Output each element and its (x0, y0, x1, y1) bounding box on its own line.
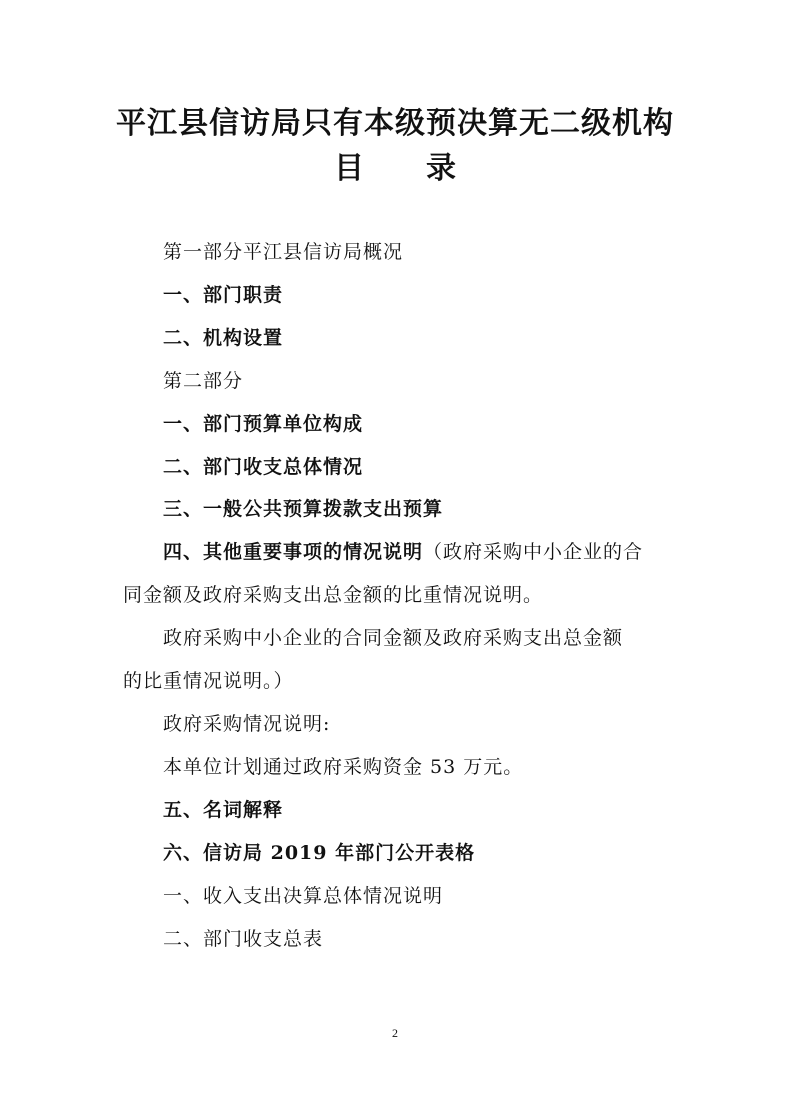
other-matters-note: （政府采购中小企业的合 (423, 541, 644, 563)
other-matters-continuation: 同金额及政府采购支出总金额的比重情况说明。 (123, 584, 544, 606)
part-two-heading: 第二部分 (163, 370, 244, 392)
toc-subitem-revenue-table: 二、部门收支总表 (163, 928, 324, 950)
other-matters-title: 四、其他重要事项的情况说明 (163, 541, 424, 563)
toc-item-department-duties: 一、部门职责 (163, 284, 284, 306)
toc-item-other-matters (163, 540, 643, 564)
toc-item-general-budget: 三、一般公共预算拨款支出预算 (163, 498, 444, 520)
procurement-ratio-line-2: 的比重情况说明。） (123, 670, 294, 692)
toc-subitem-summary: 一、收入支出决算总体情况说明 (163, 885, 444, 907)
toc-item-revenue-expenditure: 二、部门收支总体情况 (163, 456, 364, 478)
part-one-heading: 第一部分平江县信访局概况 (163, 241, 404, 263)
procurement-ratio-line-1: 政府采购中小企业的合同金额及政府采购支出总金额 (163, 627, 624, 649)
page-number: 2 (392, 1026, 398, 1040)
toc-item-public-tables: 六、信访局 2019 年部门公开表格 (163, 842, 476, 864)
toc-heading-char-2: 录 (426, 151, 456, 186)
toc-item-glossary: 五、名词解释 (163, 799, 284, 821)
toc-heading (0, 143, 790, 187)
procurement-note: 政府采购情况说明: (163, 713, 331, 735)
toc-item-budget-units: 一、部门预算单位构成 (163, 413, 364, 435)
toc-heading-char-1: 目 (334, 151, 364, 186)
document-title: 平江县信访局只有本级预决算无二级机构 (116, 106, 674, 141)
procurement-amount: 本单位计划通过政府采购资金 53 万元。 (163, 756, 524, 778)
toc-item-organization: 二、机构设置 (163, 327, 284, 349)
